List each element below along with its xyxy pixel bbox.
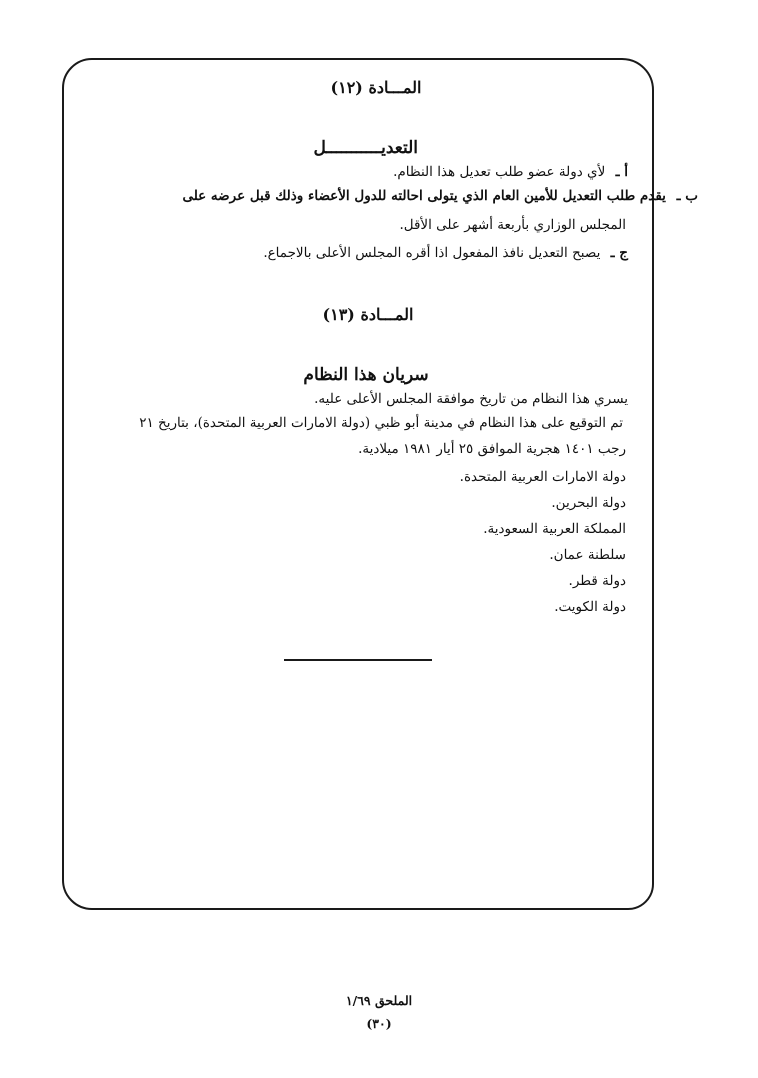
article-12-item-c [263,245,628,261]
item-b-text: يقدم طلب التعديل للأمين العام الذي يتولى احالته للدول الأعضاء وذلك قبل عرضه على [182,188,666,204]
article-13-paragraph-1: يسري هذا النظام من تاريخ موافقة المجلس الأعلى عليه. [314,391,628,407]
signatory-bahrain: دولة البحرين. [551,495,626,511]
signatory-kuwait: دولة الكويت. [554,599,626,615]
article-12-item-b [182,188,698,204]
page-number: (٣٠) [366,1016,392,1031]
item-c-text: يصبح التعديل نافذ المفعول اذا أقره المجلس الأعلى بالاجماع. [263,245,601,261]
article-12-subtitle: التعديـــــــــــل [313,138,418,158]
article-12-item-b-continued: المجلس الوزاري بأربعة أشهر على الأقل. [399,217,626,233]
closing-rule [284,659,432,661]
signatory-saudi-arabia: المملكة العربية السعودية. [483,521,626,537]
signatory-oman: سلطنة عمان. [549,547,626,563]
article-12-item-a [393,164,628,180]
article-13-paragraph-2-line-1: تم التوقيع على هذا النظام في مدينة أبو ظبي (دولة الامارات العربية المتحدة)، بتاريخ ٢١ [139,415,623,431]
article-13-paragraph-2-line-2: رجب ١٤٠١ هجرية الموافق ٢٥ أيار ١٩٨١ ميلادية. [358,441,626,457]
article-13-subtitle: سريان هذا النظام [303,365,429,385]
item-a-text: لأي دولة عضو طلب تعديل هذا النظام. [393,164,606,180]
item-a-marker: أ ـ [615,164,628,180]
article-13-title: المـــادة (١٣) [322,305,414,324]
signatory-qatar: دولة قطر. [568,573,626,589]
item-b-marker: ب ـ [676,188,698,204]
article-12-title: المـــادة (١٢) [330,78,422,97]
annex-label: الملحق ١/٦٩ [345,993,413,1008]
item-c-marker: ج ـ [610,245,628,261]
signatory-uae: دولة الامارات العربية المتحدة. [459,469,626,485]
